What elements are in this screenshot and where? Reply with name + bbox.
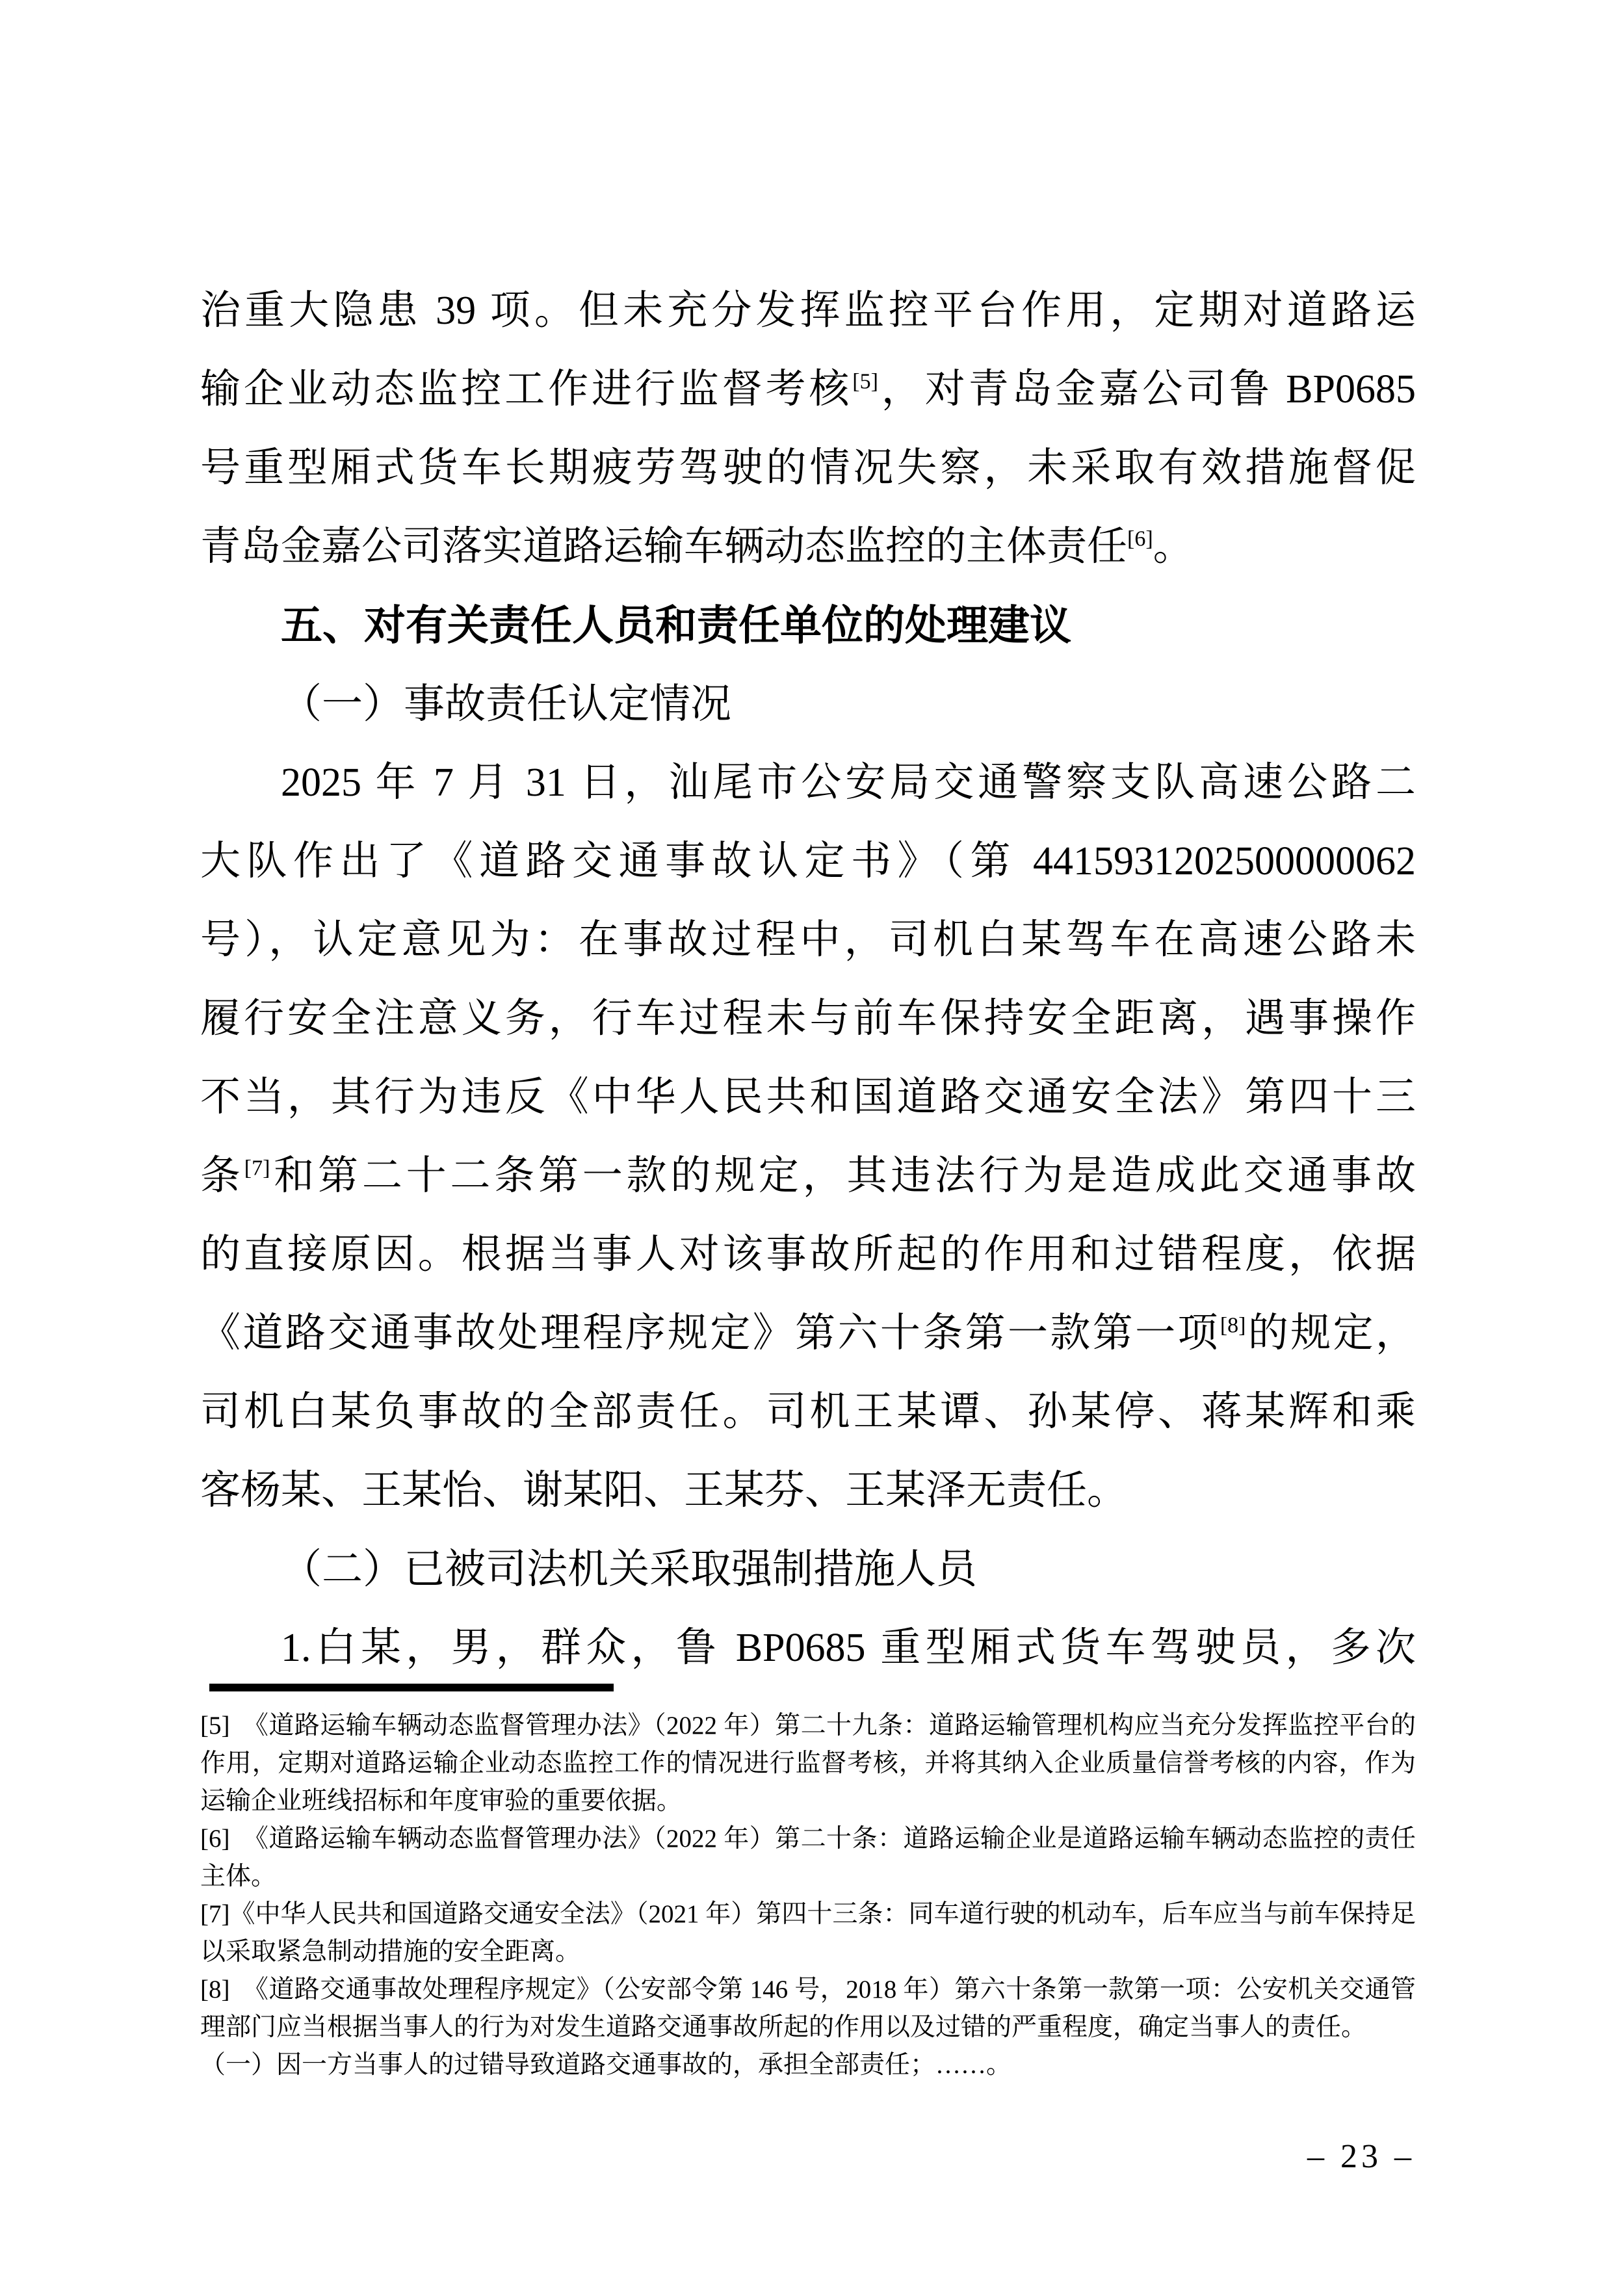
body-line: 司机白某负事故的全部责任。司机王某谭、孙某停、蒋某辉和乘 bbox=[200, 1390, 1416, 1434]
sub-heading: （二）已被司法机关采取强制措施人员 bbox=[281, 1546, 977, 1592]
footnote-separator bbox=[209, 1684, 614, 1691]
page-number: – 23 – bbox=[1307, 2138, 1415, 2175]
body-text bbox=[200, 272, 1416, 1688]
footnotes-section bbox=[200, 1684, 1416, 2084]
body-line: 1.白某，男，群众，鲁 BP0685 重型厢式货车驾驶员，多次 bbox=[281, 1626, 1416, 1670]
footnote-ref: [6] bbox=[1127, 527, 1153, 551]
body-line: 履行安全注意义务，行车过程未与前车保持安全距离，遇事操作 bbox=[200, 997, 1416, 1041]
body-line: 输企业动态监控工作进行监督考核[5]，对青岛金嘉公司鲁 BP0685 bbox=[200, 367, 1416, 411]
body-line: 不当，其行为违反《中华人民共和国道路交通安全法》第四十三 bbox=[200, 1075, 1416, 1119]
body-line: 大队作出了《道路交通事故认定书》（第 4415931202500000062 bbox=[200, 839, 1416, 883]
body-line: 号），认定意见为：在事故过程中，司机白某驾车在高速公路未 bbox=[200, 918, 1416, 962]
body-line: 号重型厢式货车长期疲劳驾驶的情况失察，未采取有效措施督促 bbox=[200, 446, 1416, 490]
body-line: 治重大隐患 39 项。但未充分发挥监控平台作用，定期对道路运 bbox=[200, 289, 1416, 333]
sub-heading: （一）事故责任认定情况 bbox=[281, 681, 731, 727]
section-heading: 五、对有关责任人员和责任单位的处理建议 bbox=[281, 602, 1071, 649]
footnote-ref: [7] bbox=[244, 1156, 270, 1181]
body-line: 的直接原因。根据当事人对该事故所起的作用和过错程度，依据 bbox=[200, 1233, 1416, 1277]
footnote-7: [7]《中华人民共和国道路交通安全法》（2021 年）第四十三条：同车道行驶的机动车，后车应当与前车保持足以采取紧急制动措施的安全距离。 bbox=[200, 1900, 1416, 1966]
footnotes-list bbox=[200, 1707, 1416, 2084]
body-line: 条[7]和第二十二条第一款的规定，其违法行为是造成此交通事故 bbox=[200, 1154, 1416, 1198]
body-line: 客杨某、王某怡、谢某阳、王某芬、王某泽无责任。 bbox=[200, 1468, 1128, 1513]
footnote-ref: [8] bbox=[1220, 1313, 1246, 1338]
body-line: 青岛金嘉公司落实道路运输车辆动态监控的主体责任[6]。 bbox=[200, 525, 1194, 569]
body-line: 《道路交通事故处理程序规定》第六十条第一款第一项[8]的规定， bbox=[200, 1311, 1416, 1355]
footnote-6: [6] 《道路运输车辆动态监督管理办法》（2022 年）第二十条：道路运输企业是道路运输车辆动态监控的责任主体。 bbox=[200, 1825, 1416, 1890]
footnote-8: [8] 《道路交通事故处理程序规定》（公安部令第 146 号，2018 年）第六十条第一款第一项：公安机关交通管理部门应当根据当事人的行为对发生道路交通事故所起的作用以及过错的严重程度，确定当事人的责任。 bbox=[200, 1976, 1416, 2041]
footnote-8: （一）因一方当事人的过错导致道路交通事故的，承担全部责任；……。 bbox=[200, 2051, 1012, 2079]
body-line: 2025 年 7 月 31 日，汕尾市公安局交通警察支队高速公路二 bbox=[281, 761, 1416, 805]
footnote-ref: [5] bbox=[852, 369, 878, 394]
footnote-5: [5] 《道路运输车辆动态监督管理办法》（2022 年）第二十九条：道路运输管理机构应当充分发挥监控平台的作用，定期对道路运输企业动态监控工作的情况进行监督考核，并将其纳入企业质量信誉考核的内容，作为运输企业班线招标和年度审验的重要依据。 bbox=[200, 1712, 1416, 1815]
